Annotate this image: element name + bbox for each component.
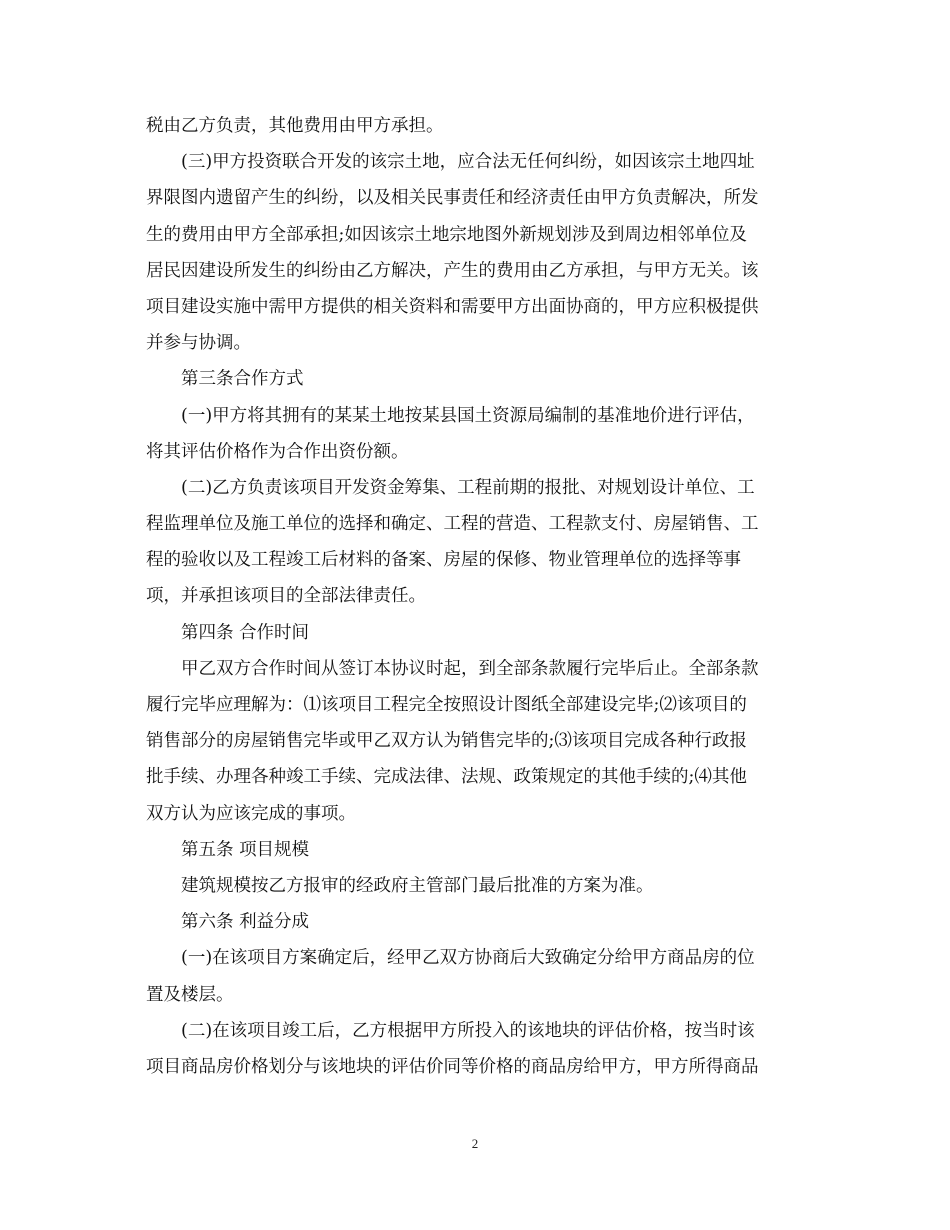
text-line: 程的验收以及工程竣工后材料的备案、房屋的保修、物业管理单位的选择等事 (146, 550, 741, 571)
text-line: 双方认为应该完成的事项。 (146, 803, 356, 824)
text-line: 将其评估价格作为合作出资份额。 (146, 441, 409, 462)
text-line: 税由乙方负责，其他费用由甲方承担。 (146, 116, 444, 136)
text-line: 置及楼层。 (146, 984, 234, 1005)
text-line: 程监理单位及施工单位的选择和确定、工程的营造、工程款支付、房屋销售、工 (146, 514, 759, 535)
text-line: 批手续、办理各种竣工手续、完成法律、法规、政策规定的其他手续的;⑷其他 (146, 767, 747, 788)
text-line: 界限图内遗留产生的纠纷，以及相关民事责任和经济责任由甲方负责解决，所发 (146, 188, 759, 209)
text-line: 项目建设实施中需甲方提供的相关资料和需要甲方出面协商的，甲方应积极提供 (146, 296, 759, 317)
text-line: (二)在该项目竣工后，乙方根据甲方所投入的该地块的评估价格，按当时该 (181, 1020, 755, 1041)
document-body (146, 108, 806, 1085)
text-line: 第三条合作方式 (181, 369, 304, 390)
text-line: 居民因建设所发生的纠纷由乙方解决，产生的费用由乙方承担，与甲方无关。该 (146, 260, 759, 281)
page-number: 2 (471, 1136, 479, 1151)
text-line: 项目商品房价格划分与该地块的评估价同等价格的商品房给甲方，甲方所得商品 (146, 1056, 759, 1077)
text-line: (二)乙方负责该项目开发资金筹集、工程前期的报批、对规划设计单位、工 (181, 477, 755, 498)
text-line: (三)甲方投资联合开发的该宗土地，应合法无任何纠纷，如因该宗土地四址 (181, 152, 755, 173)
text-line: 并参与协调。 (146, 333, 251, 354)
text-line: 项，并承担该项目的全部法律责任。 (146, 586, 426, 607)
text-line: (一)甲方将其拥有的某某土地按某县国土资源局编制的基准地价进行评估， (181, 405, 755, 426)
text-line: (一)在该项目方案确定后，经甲乙双方协商后大致确定分给甲方商品房的位 (181, 948, 755, 969)
text-line: 第四条 合作时间 (181, 622, 310, 643)
text-line: 建筑规模按乙方报审的经政府主管部门最后批准的方案为准。 (181, 875, 654, 896)
text-line: 生的费用由甲方全部承担;如因该宗土地宗地图外新规划涉及到周边相邻单位及 (146, 224, 747, 245)
text-line: 第五条 项目规模 (181, 839, 310, 860)
text-line: 甲乙双方合作时间从签订本协议时起，到全部条款履行完毕后止。全部条款 (181, 658, 759, 679)
text-line: 销售部分的房屋销售完毕或甲乙双方认为销售完毕的;⑶该项目完成各种行政报 (146, 731, 747, 752)
text-line: 第六条 利益分成 (181, 912, 310, 933)
text-line: 履行完毕应理解为：⑴该项目工程完全按照设计图纸全部建设完毕;⑵该项目的 (146, 695, 747, 715)
